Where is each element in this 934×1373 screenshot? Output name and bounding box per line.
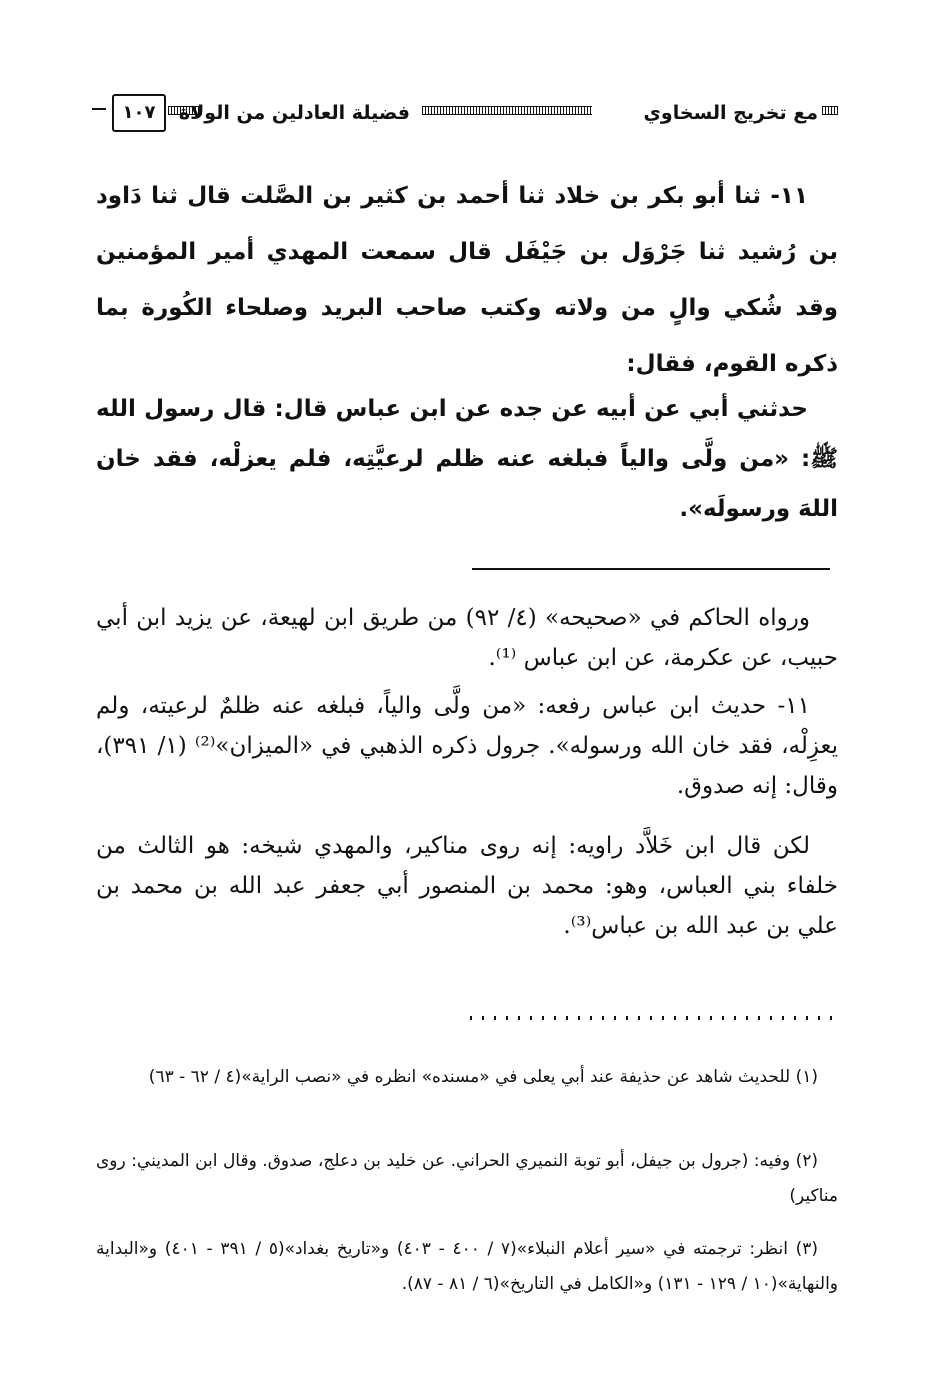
commentary-paragraph: لكن قال ابن خَلاَّد راويه: إنه روى مناكير، والمهدي شيخه: هو الثالث من خلفاء بني العباس، وهو: محمد بن المنصور أبي جعفر عبد الله بن محمد بن علي بن عبد الله بن عباس⁽³⁾.: [96, 833, 838, 939]
commentary-paragraph: ١١- حديث ابن عباس رفعه: «من ولَّى والياً، فبلغه عنه ظلمٌ لرعيته، ولم يعزِلْه، فقد خان الله ورسوله». جرول ذكره الذهبي في «الميزان»⁽²⁾ (١/ ٣٩١)، وقال: إنه صدوق.: [96, 693, 839, 799]
running-header: [92, 88, 838, 134]
header-hatch-middle: [422, 106, 592, 115]
hadith-isnad-paragraph: ١١- ثنا أبو بكر بن خلاد ثنا أحمد بن كثير بن الصَّلت قال ثنا دَاود بن رُشيد ثنا جَرْوَل بن جَيْفَل قال سمعت المهدي أمير المؤمنين وقد شُكي والٍ من ولاته وكتب صاحب البريد وصلحاء الكُورة بما ذكره القوم، فقال:: [96, 183, 838, 377]
header-hatch-right: [822, 106, 838, 115]
section-separator: [472, 568, 830, 570]
commentary-paragraph: ورواه الحاكم في «صحيحه» (٤/ ٩٢) من طريق ابن لهيعة، عن يزيد ابن أبي حبيب، عن عكرمة، عن ابن عباس ⁽¹⁾.: [96, 605, 838, 671]
section-title: فضيلة العادلين من الولاة: [178, 102, 410, 124]
book-title: مع تخريج السخاوي: [643, 102, 818, 124]
header-rule-left: [92, 108, 106, 110]
footnote: (١) للحديث شاهد عن حذيفة عند أبي يعلى في «مسنده» انظره في «نصب الراية»(٤ / ٦٢ - ٦٣): [148, 1067, 818, 1087]
footnote-separator: [470, 1016, 832, 1020]
footnote: (٣) انظر: ترجمته في «سير أعلام النبلاء»(٧ / ٤٠٠ - ٤٠٣) و«تاريخ بغداد»(٥ / ٣٩١ - ٤٠١) و«البداية والنهاية»(١٠ / ١٢٩ - ١٣١) و«الكامل في التاريخ»(٦ / ٨١ - ٨٧).: [96, 1239, 838, 1294]
footnote: (٢) وفيه: (جرول بن جيفل، أبو توبة النميري الحراني. عن خليد بن دعلج، صدوق. وقال ابن المديني: روى مناكير): [96, 1151, 838, 1206]
hadith-text-paragraph: حدثني أبي عن أبيه عن جده عن ابن عباس قال: قال رسول الله ﷺ: «من ولَّى والياً فبلغه عنه ظلم لرعيَّتِه، فلم يعزلْه، فقد خان اللهَ ورسولَه».: [96, 396, 838, 522]
page-number: ١٠٧: [112, 94, 166, 132]
